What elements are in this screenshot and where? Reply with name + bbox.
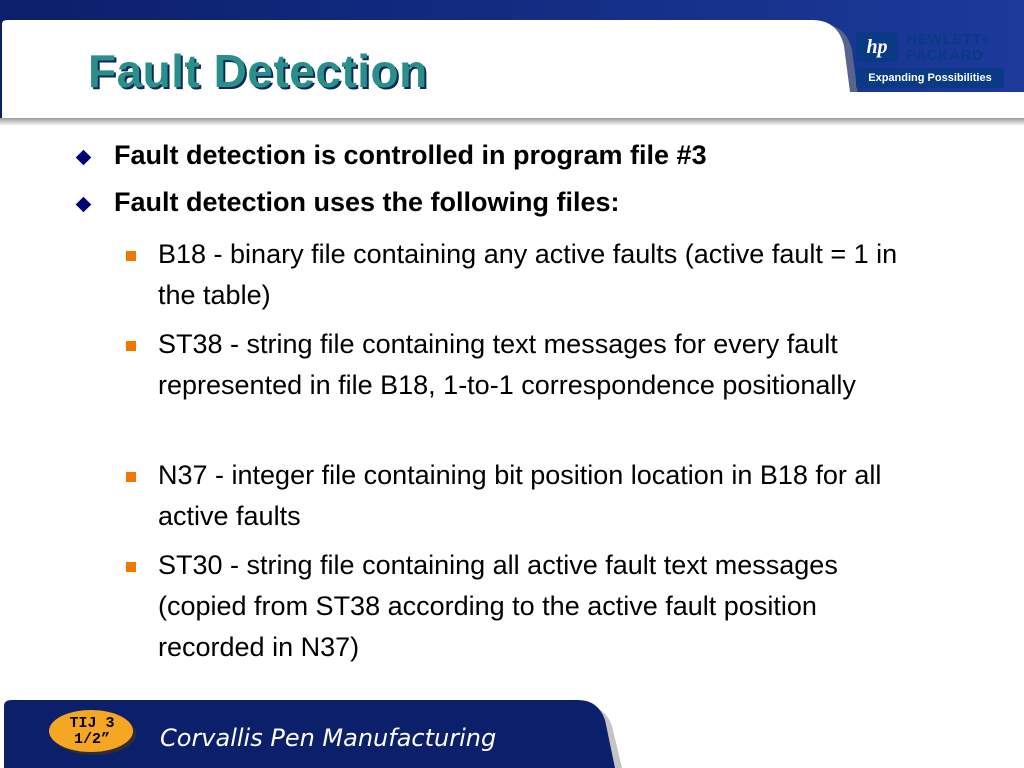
diamond-bullet-icon <box>76 150 92 166</box>
hp-logo-line2: PACKARD <box>906 47 984 64</box>
footer-banner <box>0 696 1024 768</box>
bullet-level1: Fault detection is controlled in program file #3 <box>114 140 707 170</box>
bullet-level2: ST38 - string file containing text messages for every fault represented in file B18, 1-to-1 correspondence positionally <box>158 329 856 400</box>
hp-logo-tagline: Expanding Possibilities <box>856 68 1004 88</box>
bullet-level2: N37 - integer file containing bit position location in B18 for all active faults <box>158 460 882 531</box>
version-badge <box>47 707 137 757</box>
square-bullet-icon <box>126 562 136 572</box>
square-bullet-icon <box>126 251 136 261</box>
bullet-level1: Fault detection uses the following files: <box>114 187 620 217</box>
square-bullet-icon <box>126 472 136 482</box>
footer-banner-shape <box>0 696 1024 768</box>
hp-logo-mark: hp <box>856 32 898 62</box>
version-badge-line2: 1/2” <box>73 731 110 748</box>
header-banner <box>0 0 1024 126</box>
footer-company-name: Corvallis Pen Manufacturing <box>160 724 497 752</box>
hp-logo-line1: HEWLETT® <box>906 31 990 48</box>
version-badge-line1: TIJ 3 <box>69 715 115 732</box>
square-bullet-icon <box>126 341 136 351</box>
bullet-level2: ST30 - string file containing all active fault text messages (copied from ST38 according to the active fault position recorded in N37) <box>158 550 838 662</box>
hp-logo <box>856 30 1006 92</box>
diamond-bullet-icon <box>76 197 92 213</box>
bullet-level2: B18 - binary file containing any active faults (active fault = 1 in the table) <box>158 239 898 310</box>
slide-title: Fault Detection <box>88 45 428 97</box>
